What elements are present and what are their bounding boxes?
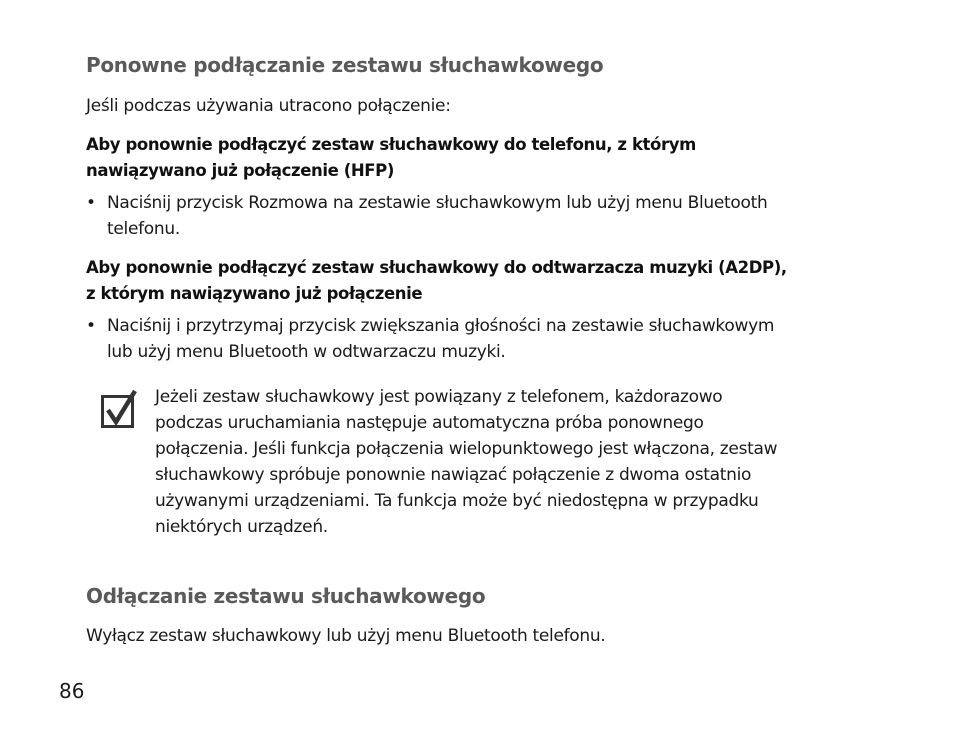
hfp-subheading	[86, 132, 696, 184]
hfp-instruction-line-1: Naciśnij przycisk Rozmowa na zestawie słuchawkowym lub użyj menu Bluetooth	[107, 193, 768, 213]
note-line-1: Jeżeli zestaw słuchawkowy jest powiązany z telefonem, każdorazowo	[155, 387, 723, 407]
section-title-reconnect: Ponowne podłączanie zestawu słuchawkowego	[86, 53, 604, 77]
page-number: 86	[59, 679, 85, 703]
a2dp-subheading-line-2: z którym nawiązywano już połączenie	[86, 284, 423, 303]
a2dp-instruction-line-2: lub użyj menu Bluetooth w odtwarzaczu muzyki.	[107, 342, 506, 362]
note-line-3: połączenia. Jeśli funkcja połączenia wielopunktowego jest włączona, zestaw	[155, 439, 778, 459]
hfp-subheading-line-1: Aby ponownie podłączyć zestaw słuchawkowy do telefonu, z którym	[86, 135, 696, 154]
note-line-4: słuchawkowy spróbuje ponownie nawiązać połączenie z dwoma ostatnio	[155, 465, 752, 485]
section-title-disconnect: Odłączanie zestawu słuchawkowego	[86, 584, 486, 608]
bullet-point: •	[86, 316, 96, 336]
a2dp-instruction-line-1: Naciśnij i przytrzymaj przycisk zwiększania głośności na zestawie słuchawkowym	[107, 316, 775, 336]
checkmark-note-icon	[101, 389, 137, 429]
a2dp-subheading	[86, 255, 787, 307]
a2dp-subheading-line-1: Aby ponownie podłączyć zestaw słuchawkowy do odtwarzacza muzyki (A2DP),	[86, 258, 787, 277]
reconnect-note	[155, 384, 777, 540]
hfp-instruction-line-2: telefonu.	[107, 219, 180, 239]
note-line-2: podczas uruchamiania następuje automatyczna próba ponownego	[155, 413, 704, 433]
disconnect-text: Wyłącz zestaw słuchawkowy lub użyj menu Bluetooth telefonu.	[86, 626, 606, 646]
note-line-5: używanymi urządzeniami. Ta funkcja może być niedostępna w przypadku	[155, 491, 759, 511]
hfp-subheading-line-2: nawiązywano już połączenie (HFP)	[86, 161, 394, 180]
note-line-6: niektórych urządzeń.	[155, 517, 328, 537]
reconnect-intro: Jeśli podczas używania utracono połączenie:	[86, 96, 451, 116]
hfp-instruction	[86, 190, 877, 242]
a2dp-instruction	[86, 313, 877, 365]
bullet-point: •	[86, 193, 96, 213]
